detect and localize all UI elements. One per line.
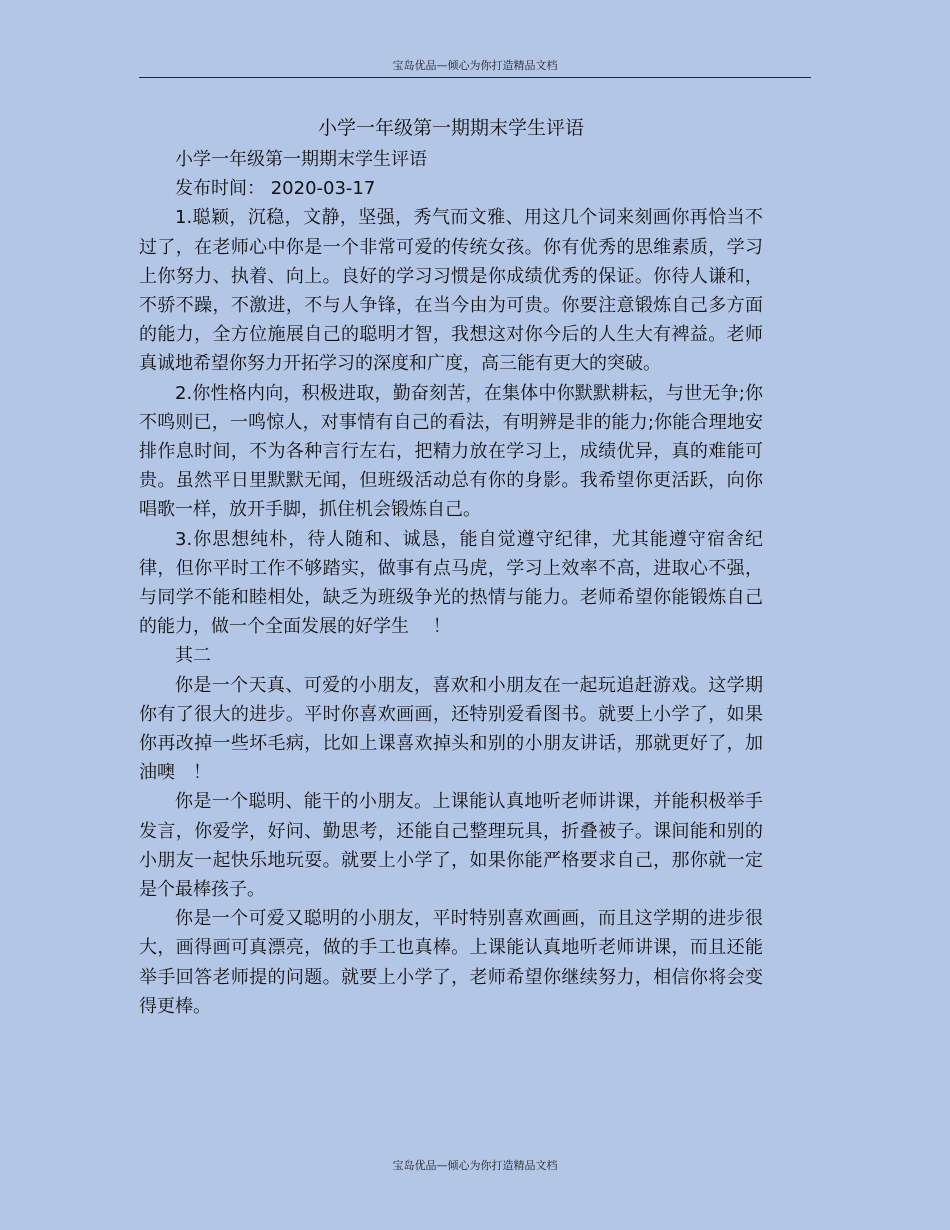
section-heading: 其二 <box>175 645 211 667</box>
subtitle-paragraph: 小学一年级第一期期末学生评语 <box>175 149 427 170</box>
document-title: 小学一年级第一期期末学生评语 <box>317 117 584 139</box>
comment-paragraph-3: 3.你思想纯朴，待人随和、诚恳，能自觉遵守纪律，尤其能遵守宿舍纪律，但你平时工作不够踏实，做事有点马虎，学习上效率不高，进取心不强，与同学不能和睦相处，缺乏为班级争光的热情与能力。老师希望你能锻炼自己的能力，做一个全面发展的好学生 ！ <box>139 528 763 638</box>
header-divider <box>139 77 811 78</box>
document-body <box>139 112 763 1021</box>
comment-paragraph-4: 你是一个天真、可爱的小朋友，喜欢和小朋友在一起玩追赶游戏。这学期你有了很大的进步。平时你喜欢画画，还特别爱看图书。就要上小学了，如果你再改掉一些坏毛病，比如上课喜欢掉头和别的小朋友讲话，那就更好了，加油噢 ！ <box>139 674 763 784</box>
comment-paragraph-5: 你是一个聪明、能干的小朋友。上课能认真地听老师讲课，并能积极举手发言，你爱学，好问、勤思考，还能自己整理玩具，折叠被子。课间能和别的小朋友一起快乐地玩耍。就要上小学了，如果你能严格要求自己，那你就一定是个最棒孩子。 <box>139 791 763 901</box>
page-footer-text: 宝岛优品—倾心为你打造精品文档 <box>392 1159 558 1172</box>
comment-paragraph-1: 1.聪颖，沉稳，文静，坚强，秀气而文雅、用这几个词来刻画你再恰当不过了，在老师心中你是一个非常可爱的传统女孩。你有优秀的思维素质，学习上你努力、执着、向上。良好的学习习惯是你成绩优秀的保证。你待人谦和，不骄不躁，不激进，不与人争锋，在当今由为可贵。你要注意锻炼自己多方面的能力，全方位施展自己的聪明才智，我想这对你今后的人生大有裨益。老师真诚地希望你努力开拓学习的深度和广度，高三能有更大的突破。 <box>139 207 763 375</box>
comment-paragraph-6: 你是一个可爱又聪明的小朋友，平时特别喜欢画画，而且这学期的进步很大，画得画可真漂亮，做的手工也真棒。上课能认真地听老师讲课，而且还能举手回答老师提的问题。就要上小学了，老师希望你继续努力，相信你将会变得更棒。 <box>139 908 763 1017</box>
publish-date-paragraph: 发布时间： 2020-03-17 <box>175 178 376 200</box>
page-header-text: 宝岛优品—倾心为你打造精品文档 <box>392 59 558 72</box>
comment-paragraph-2: 2.你性格内向，积极进取，勤奋刻苦，在集体中你默默耕耘，与世无争;你不鸣则已，一鸣惊人，对事情有自己的看法，有明辨是非的能力;你能合理地安排作息时间，不为各种言行左右，把精力放在学习上，成绩优异，真的难能可贵。虽然平日里默默无闻，但班级活动总有你的身影。我希望你更活跃，向你唱歌一样，放开手脚，抓住机会锻炼自己。 <box>139 382 763 521</box>
